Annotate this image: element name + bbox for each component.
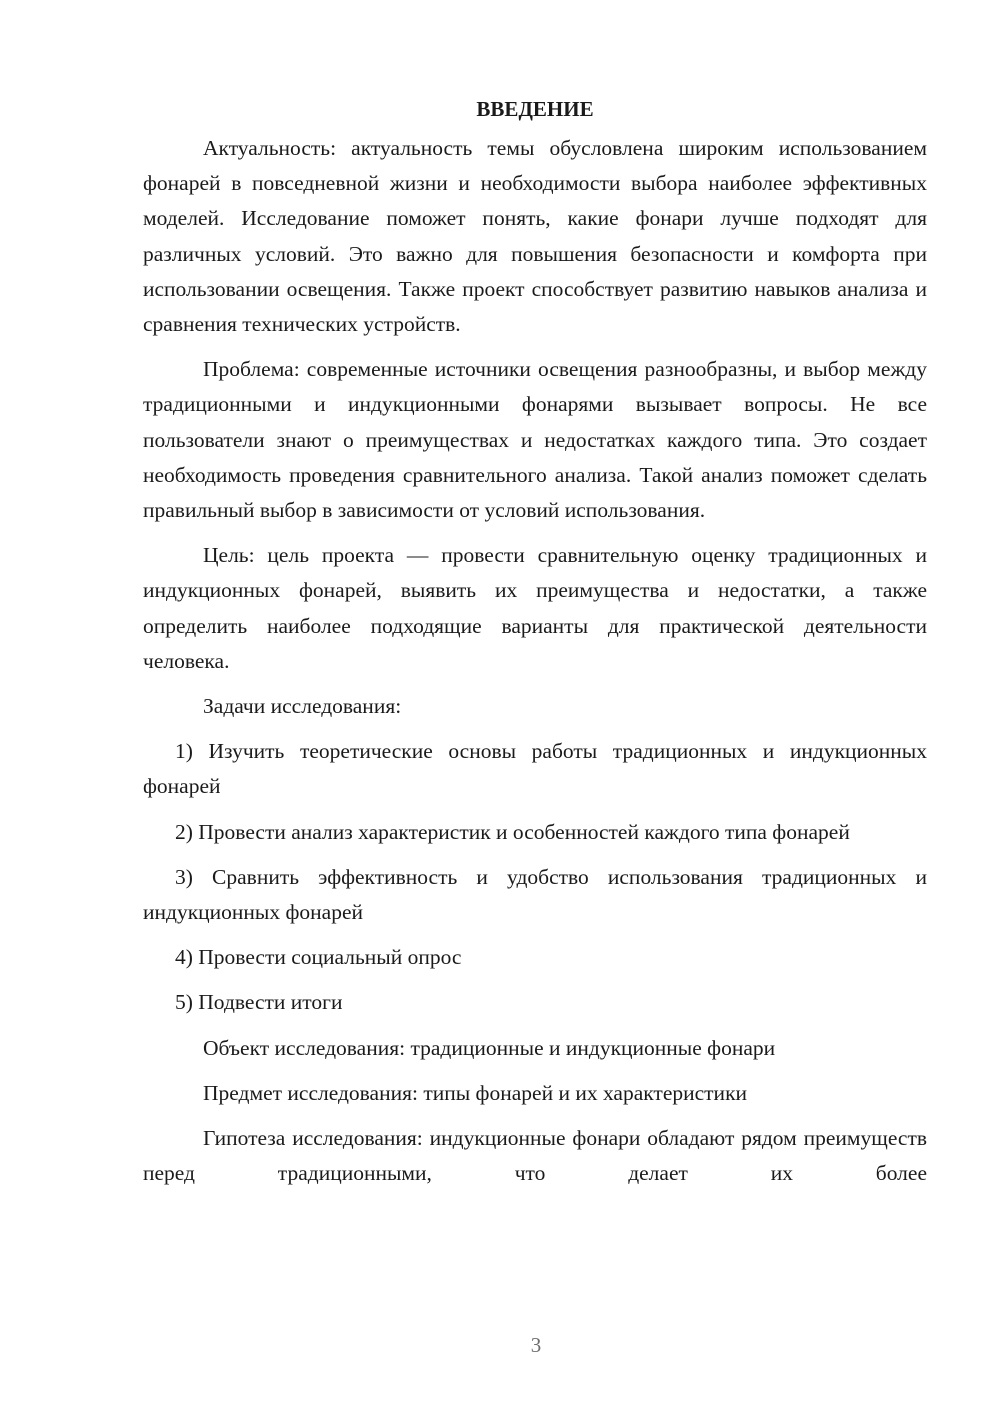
task-item: 4) Провести социальный опрос xyxy=(175,945,462,970)
task-item: 2) Провести анализ характеристик и особенностей каждого типа фонарей xyxy=(175,819,850,844)
research-hypothesis: Гипотеза исследования: индукционные фонари обладают рядом преимуществ перед традиционными, что делает их более xyxy=(143,1126,927,1186)
page-content xyxy=(143,92,927,1191)
tasks-heading: Задачи исследования: xyxy=(203,694,402,719)
task-item: 1) Изучить теоретические основы работы традиционных и индукционных фонарей xyxy=(143,739,927,799)
task-item: 3) Сравнить эффективность и удобство использования традиционных и индукционных фонарей xyxy=(143,864,927,925)
page-number: 3 xyxy=(530,1333,542,1357)
goal-paragraph: Цель: цель проекта — провести сравнительную оценку традиционных и индукционных фонарей, выявить их преимущества и недостатки, а также определить наиболее подходящие варианты для практической деятельности человека. xyxy=(143,543,927,673)
problem-paragraph: Проблема: современные источники освещения разнообразны, и выбор между традиционными и индукционными фонарями вызывает вопросы. Не все пользователи знают о преимуществах и недостатках каждого типа. Это создает необходимость проведения сравнительного анализа. Такой анализ поможет сделать правильный выбор в зависимости от условий использования. xyxy=(143,357,927,523)
task-item: 5) Подвести итоги xyxy=(175,990,343,1015)
research-object: Объект исследования: традиционные и индукционные фонари xyxy=(203,1035,776,1060)
page-title: ВВЕДЕНИЕ xyxy=(476,97,594,121)
research-subject: Предмет исследования: типы фонарей и их характеристики xyxy=(203,1080,748,1105)
relevance-paragraph: Актуальность: актуальность темы обусловлена широким использованием фонарей в повседневной жизни и необходимости выбора наиболее эффективных моделей. Исследование поможет понять, какие фонари лучше подходят для различных условий. Это важно для повышения безопасности и комфорта при использовании освещения. Также проект способствует развитию навыков анализа и сравнения технических устройств. xyxy=(143,136,927,337)
